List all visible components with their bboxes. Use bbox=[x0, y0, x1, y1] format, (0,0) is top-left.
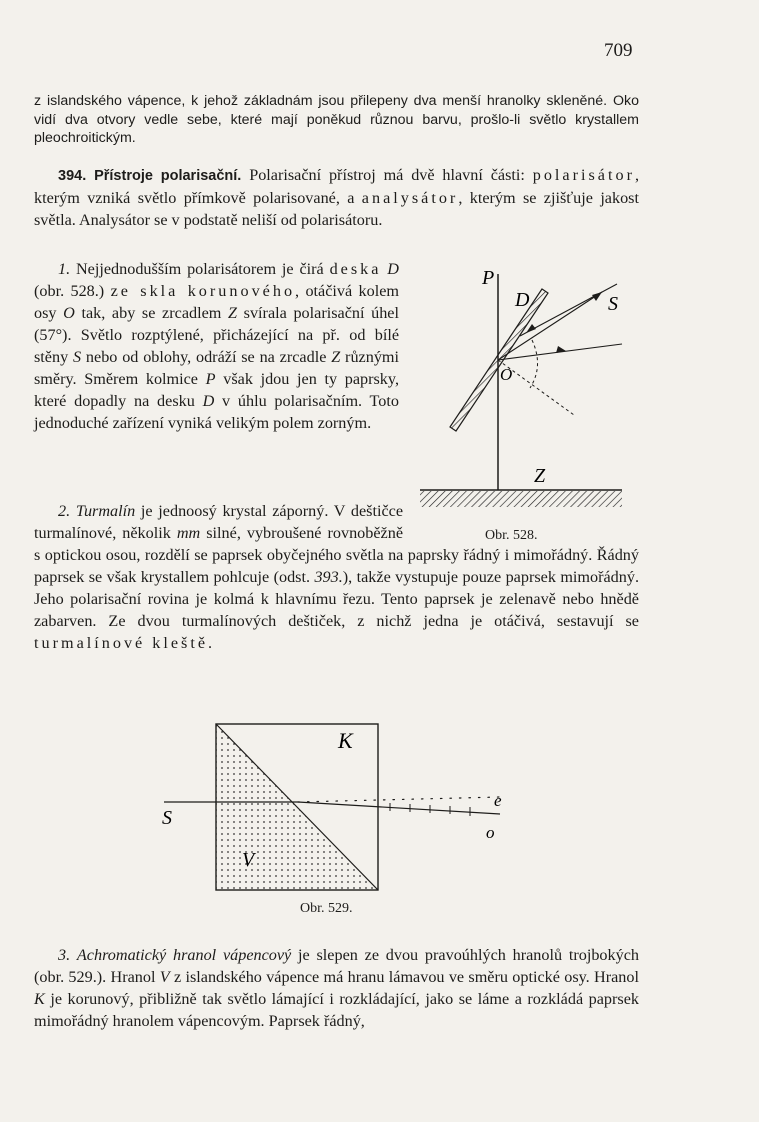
term-deska: deska bbox=[329, 260, 382, 278]
section-number: 394. bbox=[58, 168, 87, 184]
symbol-k: K bbox=[34, 990, 45, 1008]
term-turmalinove-kleste: turmalínové kleště bbox=[34, 634, 209, 652]
label-o: o bbox=[486, 823, 495, 842]
symbol-s: S bbox=[73, 348, 82, 366]
text-run: silné, vybroušené rovnoběžně s optickou osou, rozdělí se paprsek obyčejného světla na paprsky řádný i mimořádný. Řádný paprsek se však krystallem pohlcuje (odst. bbox=[34, 524, 639, 586]
text-run: je korunový, přibližně tak světlo lámající i rozkládající, jako se láme a rozkládá paprsek mimořádný hranolem vápencovým. Paprsek řádný, bbox=[34, 990, 639, 1030]
incident-ray-1 bbox=[498, 292, 602, 360]
figure-528-caption: Obr. 528. bbox=[485, 528, 538, 543]
text-run: . bbox=[208, 634, 213, 652]
label-p: P bbox=[482, 267, 495, 289]
text-run: ), takže vystupuje pouze paprsek mimořádný. Jeho polarisační rovina je kolmá k hlavnímu řezu. Tento paprsek je zelenavě nebo hnědě zabarven. Ze dvou turmalínových deštiček, z nichž jedna je otáčivá, sestavují se bbox=[34, 568, 639, 630]
term-skla-korunoveho: ze skla korunového bbox=[110, 282, 296, 300]
label-o: O bbox=[500, 365, 513, 384]
item-2-number: 2. bbox=[58, 502, 71, 520]
symbol-z: Z bbox=[228, 304, 238, 322]
label-s: S bbox=[162, 807, 172, 829]
section-394-paragraph bbox=[34, 164, 639, 231]
term-turmalin: Turmalín bbox=[75, 502, 136, 520]
figure-529-diagram bbox=[160, 718, 520, 898]
item-1-paragraph bbox=[34, 258, 399, 434]
symbol-p: P bbox=[205, 370, 216, 388]
symbol-d: D bbox=[202, 392, 215, 410]
ray-e bbox=[298, 797, 500, 802]
page-number: 709 bbox=[604, 40, 633, 61]
text-run: Polarisační přístroj má dvě hlavní části: bbox=[241, 166, 533, 184]
item-2-paragraph bbox=[34, 500, 639, 654]
text-run: nebo od oblohy, odráží se na zrcadle bbox=[81, 348, 332, 366]
intro-paragraph bbox=[34, 92, 639, 148]
symbol-v: V bbox=[159, 968, 170, 986]
term-polarisator: polarisátor bbox=[532, 166, 635, 184]
unit-mm: mm bbox=[176, 524, 201, 542]
text-run: (obr. 528.) bbox=[34, 282, 111, 300]
figure-528 bbox=[412, 262, 637, 532]
figure-529 bbox=[160, 718, 520, 898]
figure-528-diagram bbox=[412, 262, 637, 532]
item-1-number: 1. bbox=[58, 260, 71, 278]
text-run: je jednoosý krystal záporný. V deštičce turmalínové, několik bbox=[34, 502, 404, 542]
item-3-paragraph bbox=[34, 944, 639, 1032]
label-z: Z bbox=[534, 465, 546, 487]
figure-529-caption: Obr. 529. bbox=[300, 901, 353, 916]
symbol-z: Z bbox=[331, 348, 341, 366]
text-run: je slepen ze dvou pravoúhlých hranolů trojbokých (obr. 529.). Hranol bbox=[34, 946, 639, 986]
term-analysator: analysátor bbox=[361, 189, 459, 207]
ray-o-ticks bbox=[390, 803, 470, 816]
label-k: K bbox=[338, 728, 353, 753]
item-3-number: 3. bbox=[58, 946, 71, 964]
symbol-d: D bbox=[381, 260, 399, 278]
text-run: tak, aby se zrcadlem bbox=[74, 304, 229, 322]
reference-393: 393. bbox=[314, 568, 343, 586]
text-run: , kterým vzniká světlo přímkově polarisované, a bbox=[34, 166, 640, 207]
text-run: z islandského vápence má hranu lámavou ve směru optické osy. Hranol bbox=[169, 968, 639, 986]
text-run: , otáčivá kolem osy bbox=[34, 282, 399, 322]
text-run: různými směry. Směrem kolmice bbox=[34, 348, 400, 388]
arrow-ray-2 bbox=[526, 324, 536, 333]
label-e: e bbox=[494, 791, 502, 810]
text-run: v úhlu polarisačním. Toto jednoduché zařízení vyniká velikým polem zorným. bbox=[34, 392, 399, 432]
symbol-o: O bbox=[63, 304, 75, 322]
label-s: S bbox=[608, 293, 618, 315]
text-run: však jdou jen ty paprsky, které dopadly na desku bbox=[34, 370, 399, 410]
intro-text: z islandského vápence, k jehož základnám jsou přilepeny dva menší hranolky skleněné. Oko vidí dva otvory vedle sebe, které mají poněkud různou barvu, prošlo-li světlo krystallem pleochroitickým. bbox=[34, 93, 639, 146]
text-run: Nejjednodušším polarisátorem je čirá bbox=[70, 260, 330, 278]
label-v: V bbox=[242, 849, 255, 871]
float-gap bbox=[403, 500, 639, 544]
text-run: , kterým se zjišťuje jakost světla. Analysátor se v podstatě neliší od polarisátoru. bbox=[34, 189, 639, 229]
section-title: Přístroje polarisační. bbox=[94, 168, 242, 184]
label-d: D bbox=[515, 289, 530, 311]
angle-arc bbox=[530, 340, 538, 388]
text-run: svírala polarisační úhel (57°). Světlo rozptýlené, přicházející na př. od bílé stěny bbox=[34, 304, 399, 366]
term-achromaticky-hranol: Achromatický hranol vápencový bbox=[76, 946, 292, 964]
